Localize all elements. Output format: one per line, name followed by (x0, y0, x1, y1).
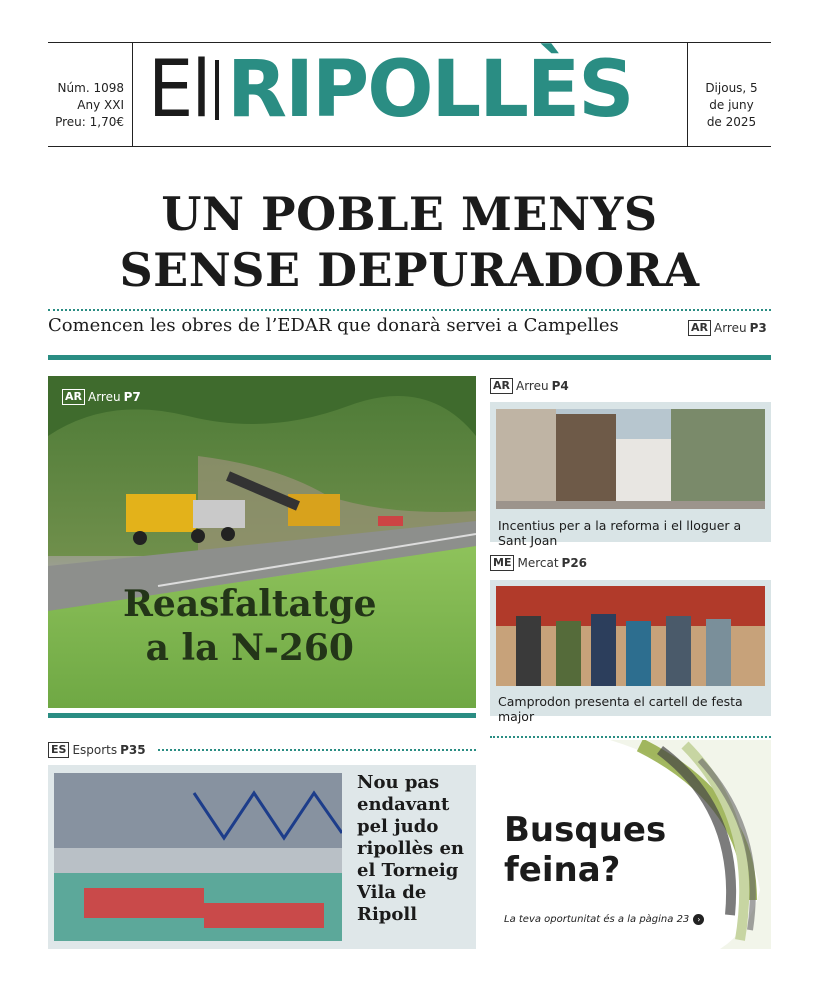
sports-title-line-5: el Torneig (357, 860, 459, 881)
headline-line-2: SENSE DEPURADORA (119, 243, 700, 297)
logo-ripolles: RIPOLLÈS (226, 45, 633, 135)
lead-section-tag[interactable] (688, 320, 767, 336)
main-story-title-line-1: Reasfaltatge (123, 583, 377, 625)
section-code: AR (688, 320, 711, 336)
sports-dotted-divider (158, 749, 476, 751)
section-page: P3 (749, 321, 767, 335)
judo-photo (54, 773, 342, 941)
date-weekday: Dijous, 5 (705, 81, 758, 95)
newspaper-logo[interactable] (148, 40, 632, 140)
job-ad[interactable] (490, 740, 771, 949)
section-name: Arreu (713, 321, 747, 335)
section-name: Mercat (517, 556, 559, 570)
ad-subtitle (504, 914, 704, 925)
section-page: P35 (120, 743, 146, 757)
main-story-teal-bar (48, 713, 476, 718)
ad-title (504, 810, 666, 890)
section-page: P7 (123, 390, 141, 404)
camprodon-caption: Camprodon presenta el cartell de festa major (498, 694, 743, 724)
section-name: Esports (72, 743, 118, 757)
sports-title-line-1: Nou pas (357, 772, 440, 793)
section-name: Arreu (515, 379, 549, 393)
masthead-right-divider (687, 42, 688, 146)
right-dotted-divider (490, 736, 771, 738)
lead-teal-bar (48, 355, 771, 360)
masthead-bottom-rule (48, 146, 771, 147)
dotted-divider (48, 309, 771, 311)
logo-divider (215, 60, 219, 120)
ad-title-line-1: Busques (504, 810, 667, 850)
lead-headline[interactable] (48, 186, 771, 298)
headline-line-1: UN POBLE MENYS (161, 187, 658, 241)
section-page: P26 (561, 556, 588, 570)
camprodon-photo (496, 586, 765, 686)
sports-title-line-2: endavant (357, 794, 450, 815)
logo-el: El (148, 45, 210, 135)
issue-date (692, 80, 771, 131)
issue-number: Núm. 1098 (57, 81, 124, 95)
sports-section-tag[interactable] (48, 742, 146, 758)
section-name: Arreu (87, 390, 121, 404)
camprodon-section-tag[interactable] (490, 555, 587, 571)
lead-subheadline: Comencen les obres de l’EDAR que donarà servei a Campelles (48, 315, 619, 336)
ad-title-line-2: feina? (504, 850, 621, 890)
arrow-right-icon: › (693, 914, 704, 925)
issue-info (48, 80, 124, 131)
section-code: AR (490, 378, 513, 394)
sports-title-line-3: pel judo (357, 816, 439, 837)
date-year: de 2025 (706, 115, 757, 129)
main-story-title (123, 582, 377, 670)
santjoan-section-tag[interactable] (490, 378, 569, 394)
sports-title-line-4: ripollès en (357, 838, 464, 859)
section-code: ME (490, 555, 514, 571)
santjoan-card[interactable] (490, 402, 771, 548)
sports-title-line-6: Vila de (357, 882, 427, 903)
camprodon-card[interactable] (490, 580, 771, 724)
main-story-section-tag[interactable] (62, 389, 141, 405)
section-code: AR (62, 389, 85, 405)
sports-title-line-7: Ripoll (357, 904, 418, 925)
sports-title (357, 772, 472, 926)
section-page: P4 (551, 379, 569, 393)
santjoan-caption: Incentius per a la reforma i el lloguer a Sant Joan (498, 518, 742, 548)
santjoan-photo (496, 409, 765, 509)
masthead-left-divider (132, 42, 133, 146)
main-story-photo[interactable] (48, 376, 476, 708)
ad-subtitle-text: La teva oportunitat és a la pàgina 23 (504, 914, 690, 925)
issue-price: Preu: 1,70€ (55, 115, 124, 129)
section-code: ES (48, 742, 69, 758)
date-month: de juny (709, 98, 754, 112)
issue-year: Any XXI (77, 98, 124, 112)
main-story-title-line-2: a la N-260 (145, 627, 354, 669)
